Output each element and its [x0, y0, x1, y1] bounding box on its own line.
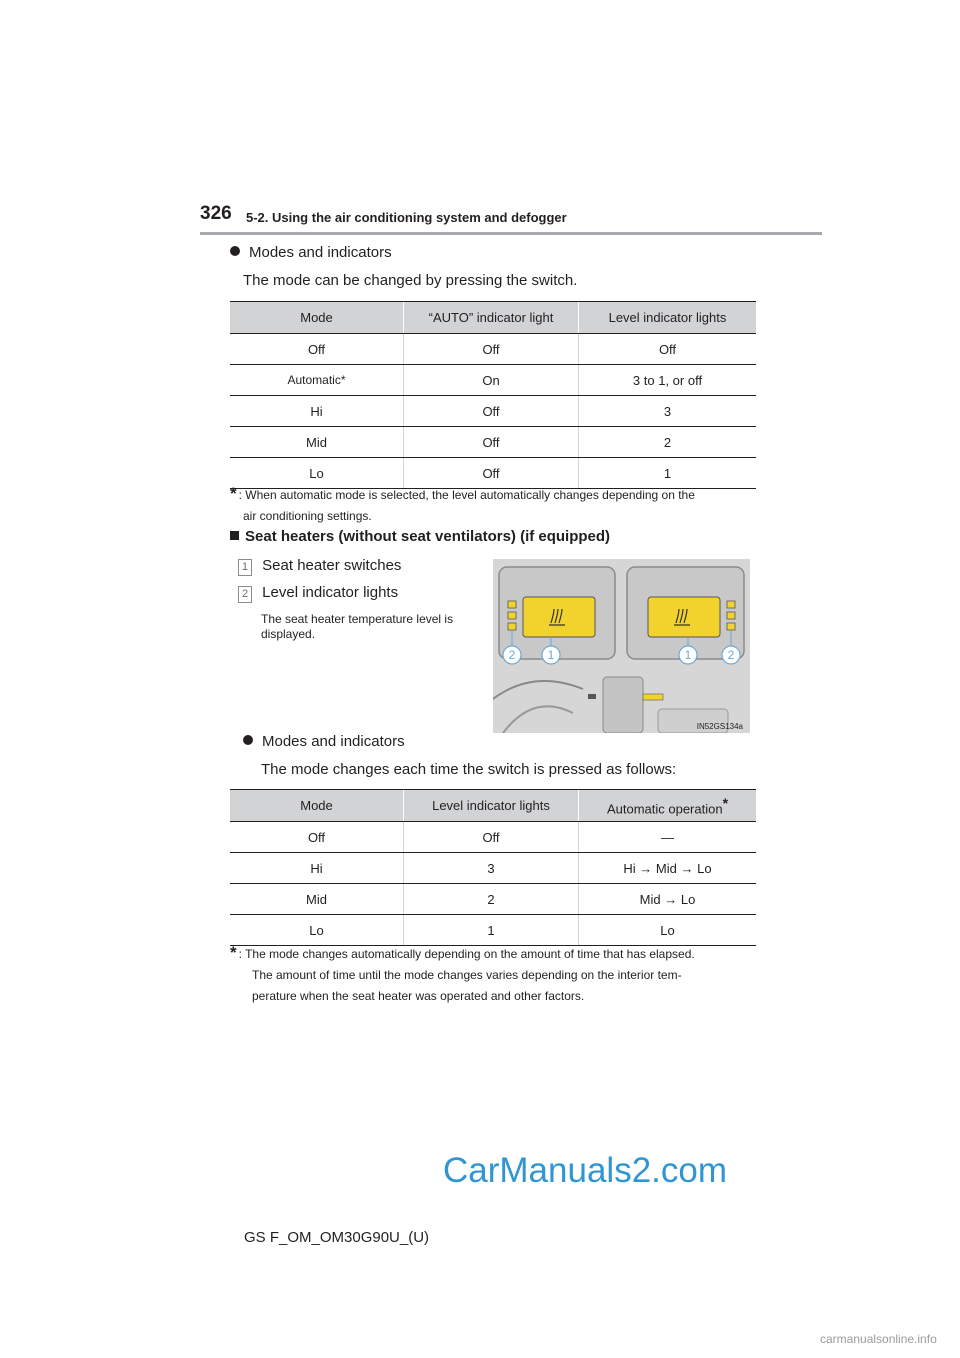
modes-table-2 [230, 789, 756, 946]
table-header: Level indicator lights [579, 302, 757, 334]
table-header: Level indicator lights [404, 790, 579, 822]
table-cell: Mid → Lo [579, 884, 757, 915]
table-cell: 2 [404, 884, 579, 915]
table-row [230, 915, 756, 946]
table-cell: Off [404, 458, 579, 489]
footnote-line: The amount of time until the mode changes varies depending on the interior tem- [252, 968, 682, 982]
dashboard-illustration [493, 559, 750, 733]
table-cell: On [404, 365, 579, 396]
table-row [230, 396, 756, 427]
level-indicator-icon [727, 601, 735, 630]
footnote-1 [230, 483, 760, 527]
table-cell: 1 [579, 458, 757, 489]
callout-label: Seat heater switches [262, 557, 402, 574]
footnote-2 [230, 942, 760, 1007]
callout-label: Level indicator lights [262, 584, 399, 601]
table-row [230, 822, 756, 853]
table-row [230, 365, 756, 396]
header-rule [200, 232, 822, 235]
footnote-line: air conditioning settings. [243, 509, 372, 523]
table-cell: Lo [579, 915, 757, 946]
table-header-row [230, 302, 756, 334]
footnote-line [230, 942, 760, 965]
table-cell: 3 to 1, or off [579, 365, 757, 396]
square-bullet-icon [230, 531, 239, 540]
table-header: Mode [230, 790, 404, 822]
table-cell: Automatic* [230, 365, 404, 396]
heading-text: Seat heaters (without seat ventilators) (if equipped) [245, 528, 611, 545]
table-row [230, 334, 756, 365]
paragraph-2: The mode changes each time the switch is pressed as follows: [261, 761, 677, 778]
table-cell: Off [579, 334, 757, 365]
table-cell: Off [230, 822, 404, 853]
description-line: displayed. [261, 627, 316, 641]
table-row [230, 884, 756, 915]
bullet-dot [230, 246, 240, 256]
table-cell: Off [404, 334, 579, 365]
figure-label: 2 [727, 648, 735, 662]
table-cell: — [579, 822, 757, 853]
footer-code: GS F_OM_OM30G90U_(U) [244, 1229, 430, 1246]
table-cell: 2 [579, 427, 757, 458]
table-cell: Lo [230, 915, 404, 946]
table-cell: Mid [230, 884, 404, 915]
bullet-dot [243, 735, 253, 745]
table-cell: Hi → Mid → Lo [579, 853, 757, 884]
seat-heater-switch-icon [523, 597, 595, 637]
header-text: Automatic operation [606, 801, 723, 817]
bullet-modes-2 [243, 733, 405, 750]
table-header: “AUTO” indicator light [404, 302, 579, 334]
watermark-logo: CarManuals2.com [443, 1151, 727, 1190]
seat-heater-switch-icon [648, 597, 720, 637]
section-heading-seat-heaters [230, 528, 610, 545]
figure-label: 2 [508, 648, 516, 662]
table-row [230, 427, 756, 458]
callout-description [261, 612, 481, 642]
callout-1 [238, 557, 401, 576]
paragraph-1: The mode can be changed by pressing the switch. [243, 272, 578, 289]
header-star: * [722, 794, 729, 811]
seat-heater-figure [493, 559, 750, 733]
bullet-text: Modes and indicators [262, 733, 405, 750]
description-line: The seat heater temperature level is [261, 612, 454, 626]
table-cell: Off [404, 396, 579, 427]
figure-label: 1 [684, 648, 692, 662]
page-number: 326 [200, 203, 232, 224]
table-cell: 3 [579, 396, 757, 427]
table-header [579, 790, 757, 822]
footnote-text: : When automatic mode is selected, the level automatically changes depending on the [238, 488, 695, 502]
footnote-line: perature when the seat heater was operated and other factors. [252, 989, 585, 1003]
table-row [230, 853, 756, 884]
table-cell: Off [230, 334, 404, 365]
section-title: 5-2. Using the air conditioning system and defogger [246, 210, 567, 225]
table-header: Mode [230, 302, 404, 334]
figure-code: IN52GS134a [696, 722, 743, 731]
bullet-modes-1 [230, 244, 392, 261]
table-cell: Off [404, 427, 579, 458]
modes-table-1 [230, 301, 756, 489]
table-cell: 3 [404, 853, 579, 884]
table-cell: Lo [230, 458, 404, 489]
watermark-corner: carmanualsonline.info [820, 1332, 937, 1346]
callout-number: 2 [238, 586, 252, 603]
figure-label: 1 [547, 648, 555, 662]
table-cell: Hi [230, 853, 404, 884]
table-cell: Off [404, 822, 579, 853]
bullet-text: Modes and indicators [249, 244, 392, 261]
footnote-text: : The mode changes automatically depending on the amount of time that has elapsed. [238, 947, 695, 961]
footnote-line [230, 483, 760, 506]
callout-number: 1 [238, 559, 252, 576]
level-indicator-icon [508, 601, 516, 630]
table-cell: Hi [230, 396, 404, 427]
table-cell: 1 [404, 915, 579, 946]
callout-2 [238, 584, 398, 603]
table-cell: Mid [230, 427, 404, 458]
table-header-row [230, 790, 756, 822]
footnote-star: * [230, 484, 237, 503]
footnote-star: * [230, 943, 237, 962]
